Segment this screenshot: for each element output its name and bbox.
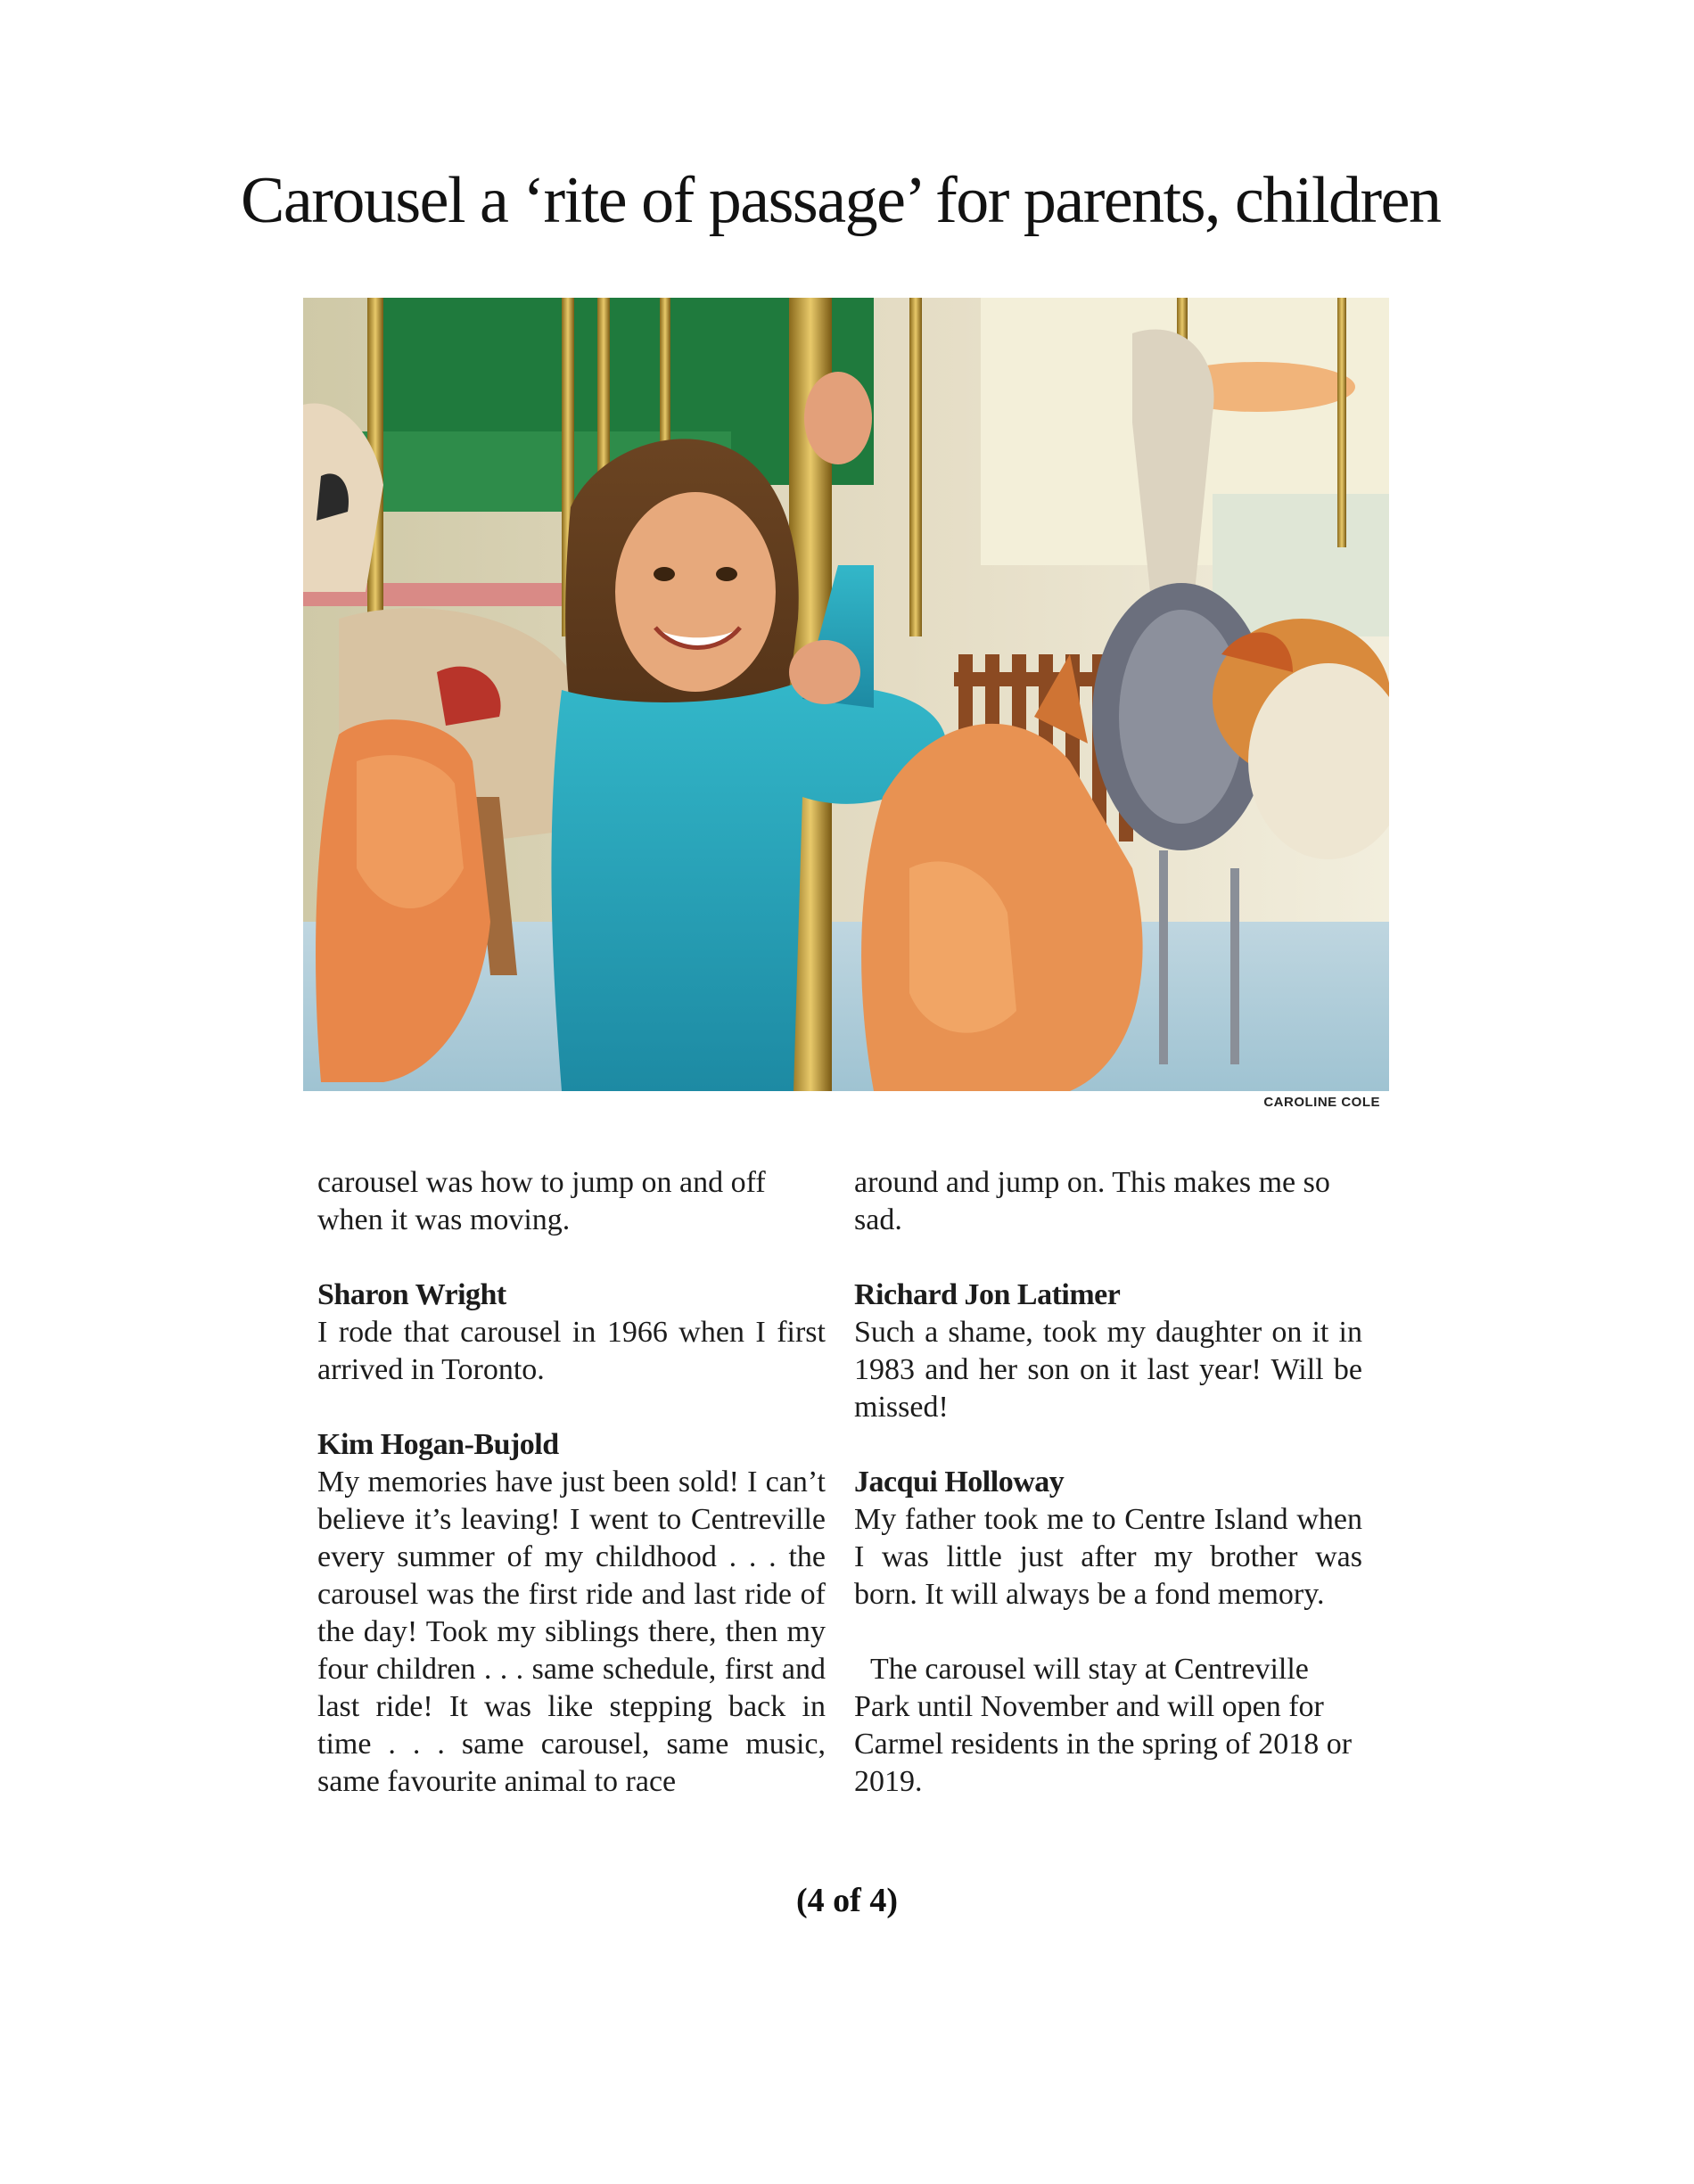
commenter-name: Jacqui Holloway — [854, 1466, 1065, 1498]
reader-comment — [854, 1277, 1362, 1426]
article-headline: Carousel a ‘rite of passage’ for parents, children — [241, 164, 1441, 237]
comment-text: My father took me to Centre Island when I was little just after my brother was born. It will always be a fond memory. — [854, 1503, 1362, 1611]
commenter-name: Richard Jon Latimer — [854, 1278, 1121, 1311]
article-photo — [303, 298, 1389, 1091]
comment-text: Such a shame, took my daughter on it in 1983 and her son on it last year! Will be missed! — [854, 1316, 1362, 1424]
page-indicator: (4 of 4) — [796, 1882, 898, 1919]
commenter-name: Sharon Wright — [317, 1278, 506, 1311]
commenter-name: Kim Hogan-Bujold — [317, 1428, 559, 1461]
photo-credit: CAROLINE COLE — [1263, 1095, 1380, 1110]
comment-text: I rode that carousel in 1966 when I first arrived in Toronto. — [317, 1316, 826, 1386]
article-column-left — [317, 1164, 826, 1801]
reader-comment — [317, 1277, 826, 1389]
carousel-photo-illustration — [303, 298, 1389, 1091]
article-column-right — [854, 1164, 1362, 1801]
reader-comment — [854, 1464, 1362, 1613]
right-column-lead: around and jump on. This makes me so sad. — [854, 1166, 1330, 1236]
closing-paragraph: The carousel will stay at Centreville Park until November and will open for Carmel residents in the spring of 2018 or 2019. — [854, 1653, 1353, 1798]
comment-text: My memories have just been sold! I can’t believe it’s leaving! I went to Centreville every summer of my childhood . . . the carousel was the first ride and last ride of the day! Took my siblings there, then my four children . . . same schedule, first and last ride! It was like stepping back in time . . . same carousel, same music, same favourite animal to race — [317, 1466, 826, 1798]
reader-comment — [317, 1426, 826, 1801]
left-column-lead: carousel was how to jump on and off when it was moving. — [317, 1166, 766, 1236]
